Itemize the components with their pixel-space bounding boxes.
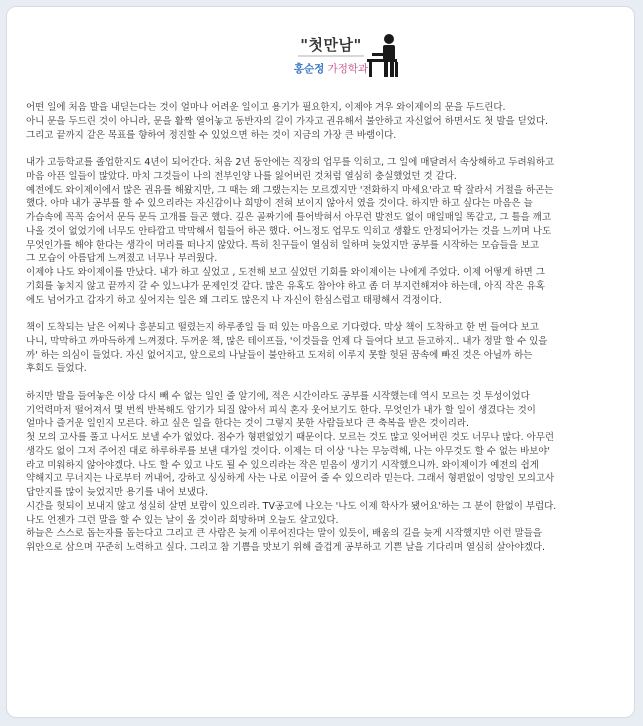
essay-line: 그리고 끝까지 같은 목표를 향하여 정진할 수 있었으면 하는 것이 지금의 가장 큰 바램이다. xyxy=(26,129,397,141)
essay-line: 약해지고 무너지는 나로부터 꺼내어, 강하고 싱싱하게 사는 나로 이끌어 줄 수 있으리라 믿는다. 그래서 형편없이 엉망인 모의고사 xyxy=(26,473,555,485)
essay-line: 나도 언젠가 그런 말을 할 수 있는 날이 올 것이라 희망하며 오늘도 살고있다. xyxy=(26,514,339,526)
essay-line: 에도 넘어가고 갑자기 하고 싶어지는 일은 왜 그리도 많은지 나 자신이 한심스럽고 태평해서 걱정이다. xyxy=(26,294,442,306)
essay-line: 까' 하는 의심이 들었다. 자신 없어지고, 앞으로의 나날들이 불안하고 도저히 이루지 못할 헛된 꿈속에 빠진 것은 아닐까 하는 xyxy=(26,349,533,361)
essay-line: 답안지를 많이 늦었지만 용기를 내어 보냈다. xyxy=(26,487,209,498)
essay-line: 하늘은 스스로 돕는자를 돕는다고 그리고 큰 사람은 늦게 이루어진다는 말이 있듯이, 배움의 길을 늦게 시작했지만 이런 말들을 xyxy=(26,528,542,540)
essay-line: 나니, 막막하고 까마득하게 느껴졌다. 두꺼운 책, 많은 테이프들, '이것들을 언제 다 들여다 보고 듣고하지.. 내가 정말 할 수 있을 xyxy=(26,335,548,347)
essay-line: 그 모습이 아름답게 느껴졌고 너무나 부러웠다. xyxy=(26,253,218,265)
essay-line: 기억력마저 떨어져서 몇 번씩 반복해도 암기가 되질 않아서 피식 혼자 웃어보기도 한다. 무엇인가 내가 할 일이 생겼다는 것이 xyxy=(26,404,536,416)
author-department: 가정학과 xyxy=(327,63,369,75)
essay-line: 위안으로 삼으며 꾸준히 노력하고 싶다. 그리고 참 기쁨을 맛보기 위해 즐겁게 공부하고 기쁜 날을 기다리며 열심히 살아야겠다. xyxy=(26,542,545,553)
essay-line: 무엇인가를 해야 한다는 생각이 머리를 떠나지 않았다. 특히 친구들이 열심히 일하며 늦었지만 공부를 시작하는 모습들을 보고 xyxy=(26,239,539,251)
person-at-desk-icon xyxy=(367,33,407,79)
essay-line: 기회를 놓치지 않고 끝까지 갈 수 있느냐가 문제인것 같다. 많은 유혹도 참아야 하고 좀 더 부지런해져야 하는데, 아직 작은 유혹 xyxy=(26,280,545,292)
essay-line: 예전에도 와이제이에서 많은 권유를 해왔지만, 그 때는 왜 그랬는지는 모르겠지만 '전화하지 마세요'라고 딱 잘라서 거절을 하곤는 xyxy=(26,184,554,196)
essay-line: 마음 아픈 일들이 많았다. 마치 그것들이 나의 전부인양 나를 잃어버린 것처럼 열심히 충실했었던 것 같다. xyxy=(26,170,457,182)
essay-paragraph xyxy=(26,101,618,142)
essay-line: 나올 것이 없었기에 너무도 안타깝고 막막해서 힘들어 하곤 했다. 어느정도 업무도 익히고 생활도 안정되어가는 것을 느끼며 나도 xyxy=(26,225,552,237)
essay-paragraph xyxy=(26,390,618,555)
essay-line: 생각도 없이 그저 주어진 대로 하루하루를 보낸 대가일 것이다. 이제는 더 이상 '나는 무능력해, 나는 아무것도 할 수 없는 바보야' xyxy=(26,445,551,457)
essay-line: 책이 도착되는 날은 어찌나 흥분되고 떨렸는지 하루종일 들 떠 있는 마음으로 기다렸다. 막상 책이 도착하고 한 번 들여다 보고 xyxy=(26,322,539,333)
essay-line: 했다. 아마 내가 공부를 할 수 있으리라는 자신감이나 희망이 전혀 보이지 않아서 였을 것이다. 하지만 하고 싶다는 마음은 늘 xyxy=(26,198,533,210)
essay-line: 하지만 발을 들여놓은 이상 다시 빼 수 없는 일인 줄 알기에, 적은 시간이라도 공부를 시작했는데 역시 모르는 것 투성이었다 xyxy=(26,390,530,402)
byline xyxy=(281,63,381,76)
essay-line: 얼마나 즐거운 일인지 모른다. 하고 싶은 일을 한다는 것이 그렇지 못한 사람들보다 큰 축복을 받은 것이리라. xyxy=(26,418,470,430)
essay-body xyxy=(26,101,618,555)
essay-line: 내가 고등학교를 졸업한지도 4년이 되어간다. 처음 2년 동안에는 직장의 업무를 익히고, 그 일에 매달려서 속상해하고 두려워하고 xyxy=(26,157,554,168)
essay-paragraph xyxy=(26,321,618,376)
essay-line: 이제야 나도 와이제이를 만났다. 내가 하고 싶었고 , 도전해 보고 싶었던 기회를 와이제이는 나에게 주었다. 이제 어떻게 하면 그 xyxy=(26,267,545,278)
essay-line: 어떤 일에 처음 발을 내딛는다는 것이 얼마나 어려운 일이고 용기가 필요한지, 이제야 겨우 와이제이의 문을 두드린다. xyxy=(26,102,506,113)
essay-line: 첫 모의 고사를 풀고 나서도 보낼 수가 없었다. 점수가 형편없었기 때문이다. 모르는 것도 많고 잊어버린 것도 너무나 많다. 아무런 xyxy=(26,432,554,443)
essay-header xyxy=(7,33,634,85)
author-name: 홍순정 xyxy=(293,63,325,75)
essay-line: 후회도 들었다. xyxy=(26,363,87,375)
essay-title: "첫만남" xyxy=(298,36,364,57)
essay-line: 라고 미워하지 않아야겠다. 나도 할 수 있고 나도 될 수 있으리라는 작은 믿음이 생기기 시작했으니까. 와이제이가 예전의 쉽게 xyxy=(26,459,539,471)
title-block xyxy=(281,35,381,76)
essay-line: 가슴속에 꼭꼭 숨어서 문득 문득 고개를 들곤 했다. 깊은 골짜기에 틀어박혀서 아무런 발전도 없이 매일매일 똑같고, 그 틀을 깨고 xyxy=(26,212,551,223)
essay-line: 아니 문을 두드린 것이 아니라, 문을 활짝 열어놓고 동반자의 길이 가자고 권유해서 불안하고 자신없어 하면서도 첫 발을 딛었다. xyxy=(26,115,548,127)
essay-card xyxy=(6,6,635,718)
essay-line: 시간을 헛되이 보내지 않고 성실히 살면 보람이 있으리라. TV공고에 나오는 '나도 이제 학사가 됐어요'하는 그 분이 한없이 부럽다. xyxy=(26,500,557,512)
essay-paragraph xyxy=(26,156,618,307)
